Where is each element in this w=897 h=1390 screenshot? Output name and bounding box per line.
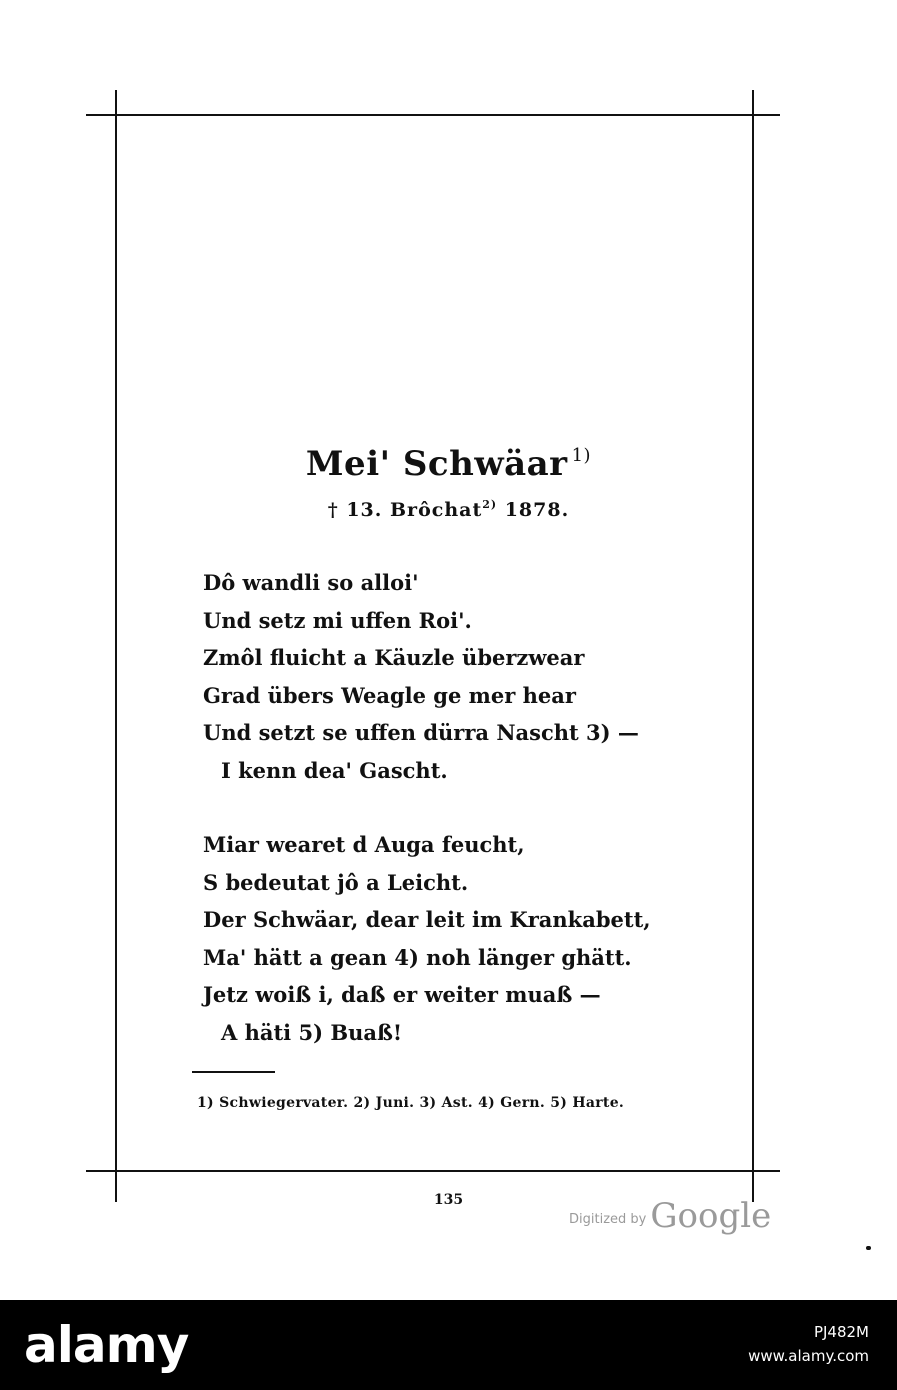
- verse-line-indented: I kenn dea' Gascht.: [221, 757, 448, 783]
- stock-site-url: www.alamy.com: [748, 1347, 869, 1365]
- stanza-1: [203, 564, 639, 790]
- verse-line: Jetz woiß i, daß er weiter muaß —: [203, 982, 601, 1008]
- frame-right-rule: [752, 90, 754, 1202]
- footnote-rule: [192, 1071, 275, 1073]
- frame-left-rule: [115, 90, 117, 1202]
- verse-line: S bedeutat jô a Leicht.: [203, 869, 469, 895]
- poem-title-footnote-marker: 1): [571, 445, 592, 466]
- verse-line: Zmôl fluicht a Käuzle überzwear: [203, 645, 585, 671]
- subtitle-footnote-marker: 2): [482, 498, 498, 511]
- digitized-by-label: Digitized by: [569, 1212, 647, 1227]
- verse-line: Der Schwäar, dear leit im Krankabett,: [203, 907, 651, 933]
- ink-speck: [866, 1246, 871, 1250]
- google-wordmark: Google: [650, 1196, 772, 1236]
- digitized-by-watermark: [569, 1196, 771, 1236]
- stock-image-id: PJ482M: [813, 1323, 869, 1341]
- poem-subtitle: [0, 498, 897, 521]
- stock-meta: [748, 1320, 869, 1368]
- frame-top-rule: [86, 114, 780, 116]
- verse-line: Und setzt se uffen dürra Nascht 3) —: [203, 720, 639, 746]
- footnotes: 1) Schwiegervater. 2) Juni. 3) Ast. 4) Gern. 5) Harte.: [197, 1095, 625, 1111]
- page-number: 135: [433, 1192, 464, 1208]
- verse-line: Miar wearet d Auga feucht,: [203, 832, 525, 857]
- verse-line: Grad übers Weagle ge mer hear: [203, 682, 576, 708]
- subtitle-date: † 13. Brôchat: [327, 499, 483, 521]
- subtitle-year: 1878.: [497, 499, 570, 521]
- frame-bottom-rule: [86, 1170, 780, 1172]
- alamy-logo: alamy: [24, 1316, 189, 1374]
- stanza-2: [203, 826, 651, 1052]
- verse-line: Ma' hätt a gean 4) noh länger ghätt.: [203, 944, 632, 970]
- verse-line-indented: A häti 5) Buaß!: [221, 1019, 403, 1045]
- poem-title-text: Mei' Schwäar: [305, 444, 568, 484]
- poem-title: [0, 444, 897, 484]
- verse-line: Und setz mi uffen Roi'.: [203, 607, 472, 633]
- verse-line: Dô wandli so alloi': [203, 570, 419, 595]
